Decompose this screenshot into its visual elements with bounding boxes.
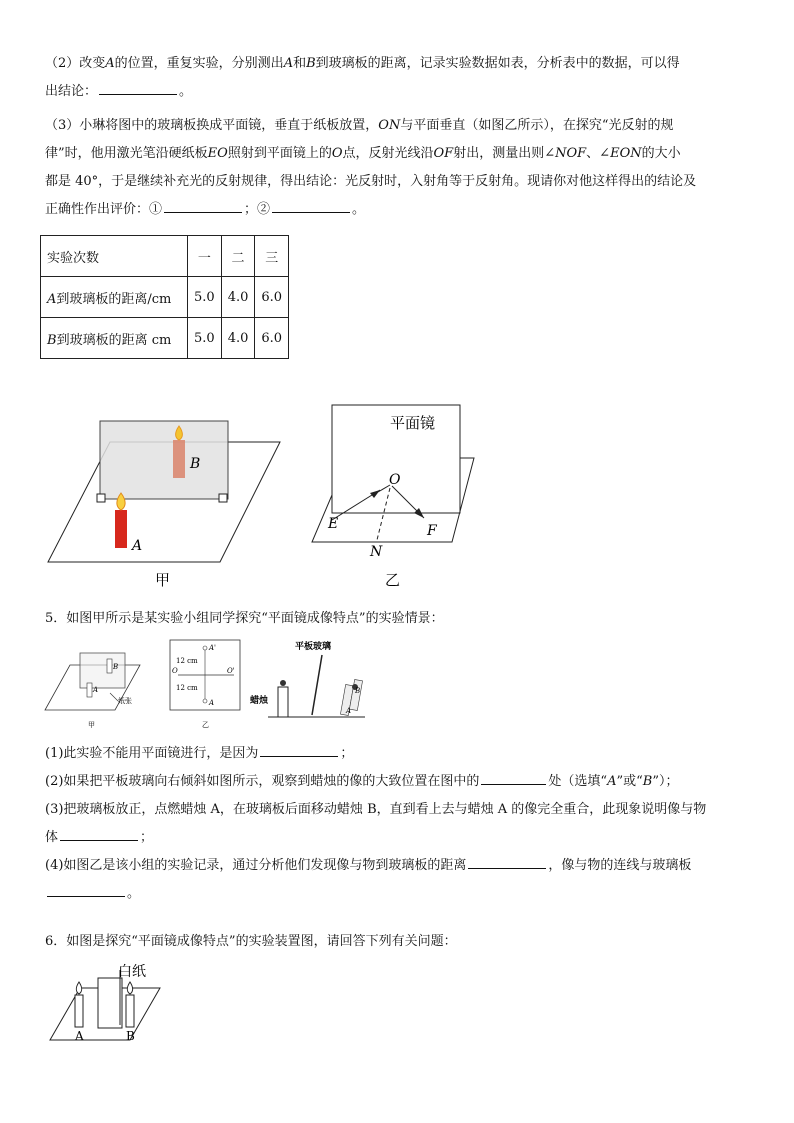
svg-text:A: A	[132, 538, 143, 554]
svg-text:甲: 甲	[88, 721, 95, 729]
svg-text:A: A	[75, 1029, 84, 1043]
svg-text:O: O	[172, 667, 178, 675]
svg-text:A: A	[93, 686, 99, 694]
svg-text:B: B	[355, 687, 361, 695]
data-table	[40, 235, 289, 359]
svg-text:12 cm: 12 cm	[176, 684, 198, 692]
svg-text:A': A'	[209, 644, 216, 652]
answer-blank[interactable]	[272, 198, 350, 213]
answer-blank[interactable]	[260, 742, 338, 757]
svg-text:甲: 甲	[155, 571, 171, 589]
answer-blank[interactable]	[60, 826, 138, 841]
svg-text:A: A	[346, 707, 352, 715]
svg-text:乙: 乙	[202, 721, 209, 729]
figure-q5	[0, 635, 794, 745]
table-row: A到玻璃板的距离/cm 5.0 4.0 6.0	[41, 277, 289, 318]
svg-text:A: A	[209, 699, 215, 707]
svg-text:平面镜: 平面镜	[390, 414, 436, 432]
candle-a	[115, 510, 127, 548]
figure-jia-yi	[0, 380, 794, 595]
svg-text:B: B	[113, 663, 119, 671]
figure-q6	[0, 960, 794, 1060]
answer-blank[interactable]	[164, 198, 242, 213]
table-row: 实验次数 一 二 三	[41, 236, 289, 277]
svg-text:平板玻璃: 平板玻璃	[295, 642, 332, 652]
svg-text:E: E	[328, 516, 339, 532]
answer-blank[interactable]	[47, 882, 125, 897]
svg-text:乙: 乙	[385, 571, 401, 589]
svg-text:O': O'	[227, 667, 235, 675]
svg-text:纸张: 纸张	[118, 697, 132, 705]
svg-text:12 cm: 12 cm	[176, 657, 198, 665]
q5-intro: 5．如图甲所示是某实验小组同学探究“平面镜成像特点”的实验情景：	[45, 611, 444, 626]
svg-text:N: N	[370, 544, 383, 560]
q4-part3: （3）小琳将图中的玻璃板换成平面镜，垂直于纸板放置，ON与平面垂直（如图乙所示），在探究“光反射的规 律”时，他用激光笔沿硬纸板EO照射到平面镜上的O点，反射光线沿OF射出，测量出则∠NOF、∠EON的大小 都是 40°，于是继续补充光的反射规律，得出结论：光反射时，入射角等于反射角。现请你对他这样得出的结论及 正确性作出评价：① ；② 。	[45, 118, 697, 217]
answer-blank[interactable]	[99, 80, 177, 95]
svg-text:O: O	[389, 472, 401, 488]
answer-blank[interactable]	[481, 770, 546, 785]
svg-text:蜡烛: 蜡烛	[250, 696, 269, 706]
svg-text:B: B	[126, 1029, 135, 1043]
table-row: B到玻璃板的距离 cm 5.0 4.0 6.0	[41, 318, 289, 359]
svg-text:B: B	[190, 456, 201, 472]
answer-blank[interactable]	[468, 854, 546, 869]
svg-text:F: F	[427, 523, 437, 539]
svg-text:白纸: 白纸	[118, 964, 146, 980]
candle-b	[173, 440, 185, 478]
q4-part2: （2）改变A的位置，重复实验，分别测出A和B到玻璃板的距离，记录实验数据如表，分析表中的数据，可以得 出结论： 。	[45, 56, 680, 99]
q6-intro: 6．如图是探究“平面镜成像特点”的实验装置图，请回答下列有关问题：	[45, 934, 457, 949]
q5-questions: (1)此实验不能用平面镜进行，是因为 ； (2)如果把平板玻璃向右倾斜如图所示，观察到蜡烛的像的大致位置在图中的 处（选填“A”或“B”）； (3)把玻璃板放正，点燃蜡烛 A，在玻璃板后面移动蜡烛 B，直到看上去与蜡烛 A 的像完全重合，此现象说明像与物 体 ； (4)如图乙是该小组的实验记录，通过分析他们发现像与物到玻璃板的距离 ，像与物的连线与玻璃板 。	[45, 740, 760, 908]
